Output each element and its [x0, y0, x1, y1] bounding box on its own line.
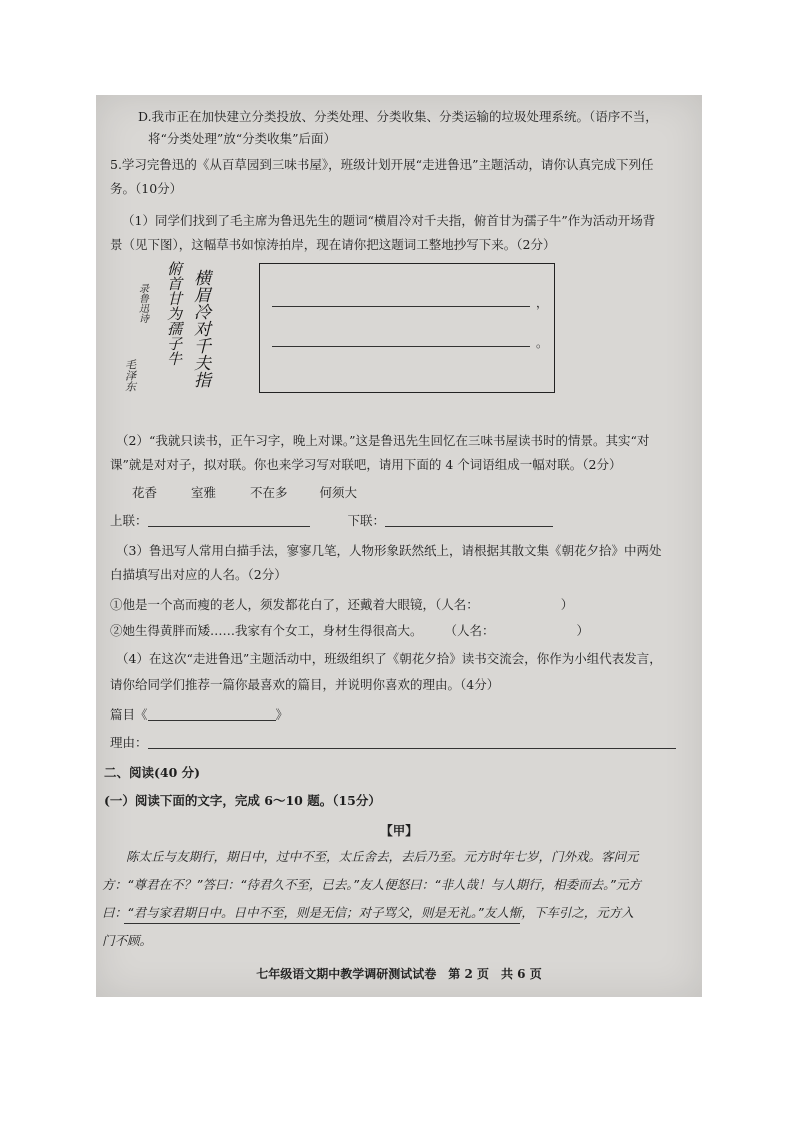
q5-part4-line1: （4）在这次“走进鲁迅”主题活动中，班级组织了《朝花夕拾》读书交流会，你作为小组代表发言，	[116, 651, 662, 666]
q5-stem-line1: 5.学习完鲁迅的《从百草园到三味书屋》，班级计划开展“走进鲁迅”主题活动，请你认真完成下列任	[110, 157, 654, 172]
section2-sub-heading: (一）阅读下面的文字，完成 6～10 题。（15分）	[104, 793, 381, 808]
word-1: 花香	[132, 485, 158, 500]
part3-item2-end: ）	[576, 623, 590, 638]
section2-heading: 二、阅读(40 分)	[104, 765, 201, 780]
q5-part4-line2: 请你给同学们推荐一篇你最喜欢的篇目，并说明你喜欢的理由。（4分）	[110, 677, 500, 692]
favorite-title-blank[interactable]	[148, 708, 276, 721]
passage-line3: 曰：“君与家君期日中。日中不至，则是无信；对子骂父，则是无礼。”友人惭，下车引之，元方入	[102, 905, 634, 920]
q5-part1-line1: （1）同学们找到了毛主席为鲁迅先生的题词“横眉冷对千夫指，俯首甘为孺子牛”作为活动开场背	[122, 213, 656, 228]
part3-item1-text: ①他是一个高而瘦的老人，须发都花白了，还戴着大眼镜，（人名：	[110, 597, 479, 612]
q5-part3-line2: 白描填写出对应的人名。（2分）	[110, 567, 287, 582]
passage-line1: 陈太丘与友期行，期日中，过中不至，太丘舍去，去后乃至。元方时年七岁，门外戏。客问元	[126, 849, 639, 864]
word-4: 何须大	[319, 485, 357, 500]
word-3: 不在多	[249, 485, 288, 500]
q5-part2-line2: 课”就是对对子，拟对联。你也来学习写对联吧，请用下面的 4 个词语组成一幅对联。（2分）	[110, 457, 622, 472]
option-d-line2: 将“分类处理”放“分类收集”后面）	[148, 131, 337, 146]
answer-period: 。	[536, 336, 549, 350]
page-footer: 七年级语文期中教学调研测试试卷 第 2 页 共 6 页	[256, 967, 542, 981]
calligraphy-col3: 录鲁迅诗	[136, 283, 148, 323]
upper-couplet-label: 上联：	[110, 513, 148, 528]
copy-answer-line-2[interactable]	[272, 346, 530, 347]
upper-couplet-blank[interactable]	[148, 514, 310, 527]
passage-underline	[124, 923, 520, 924]
lower-couplet-blank[interactable]	[385, 514, 553, 527]
reason-row	[110, 735, 692, 751]
part3-item2	[110, 623, 692, 639]
calligraphy-image	[114, 255, 224, 405]
q5-part2-line1: （2）“我就只读书，正午习字，晚上对课。”这是鲁迅先生回忆在三味书屋读书时的情景。其实“对	[116, 433, 650, 448]
couplet-words	[132, 485, 692, 501]
exam-page	[96, 95, 702, 997]
calligraphy-col2: 俯首甘为孺子牛	[165, 261, 183, 366]
copy-answer-box[interactable]	[259, 263, 555, 393]
answer-comma: ，	[536, 296, 549, 310]
q5-part3-line1: （3）鲁迅写人常用白描手法，寥寥几笔，人物形象跃然纸上，请根据其散文集《朝花夕拾》中两处	[116, 543, 662, 558]
copy-answer-line-1[interactable]	[272, 306, 530, 307]
q5-stem-line2: 务。（10分）	[110, 181, 183, 196]
passage-line2: 方：“尊君在不？”答曰：“待君久不至，已去。”友人便怒曰：“非人哉！与人期行，相委而去。”元方	[102, 877, 641, 892]
part3-item2-text: ②她生得黄胖而矮……我家有个女工，身材生得很高大。	[110, 623, 423, 638]
favorite-title-end: 》	[275, 707, 289, 722]
passage-line4: 门不顾。	[102, 933, 153, 948]
q5-part1-line2: 景（见下图），这幅草书如惊涛拍岸，现在请你把这题词工整地抄写下来。（2分）	[110, 237, 556, 252]
part3-item2-label: （人名：	[444, 623, 495, 638]
favorite-title-label: 篇目《	[110, 707, 148, 722]
part3-item1-end: ）	[560, 597, 574, 612]
reason-label: 理由：	[110, 735, 148, 750]
couplet-answer-row	[110, 513, 692, 529]
favorite-title-row	[110, 707, 692, 723]
lower-couplet-label: 下联：	[347, 513, 385, 528]
reason-blank[interactable]	[148, 736, 676, 749]
calligraphy-col1: 横眉冷对千夫指	[190, 269, 210, 388]
word-2: 室雅	[190, 485, 216, 500]
passage-label: 【甲】	[380, 823, 418, 838]
option-d-line1: D.我市正在加快建立分类投放、分类处理、分类收集、分类运输的垃圾处理系统。（语序不当，	[138, 109, 658, 124]
part3-item1	[110, 597, 692, 613]
calligraphy-signature: 毛泽东	[123, 359, 137, 392]
